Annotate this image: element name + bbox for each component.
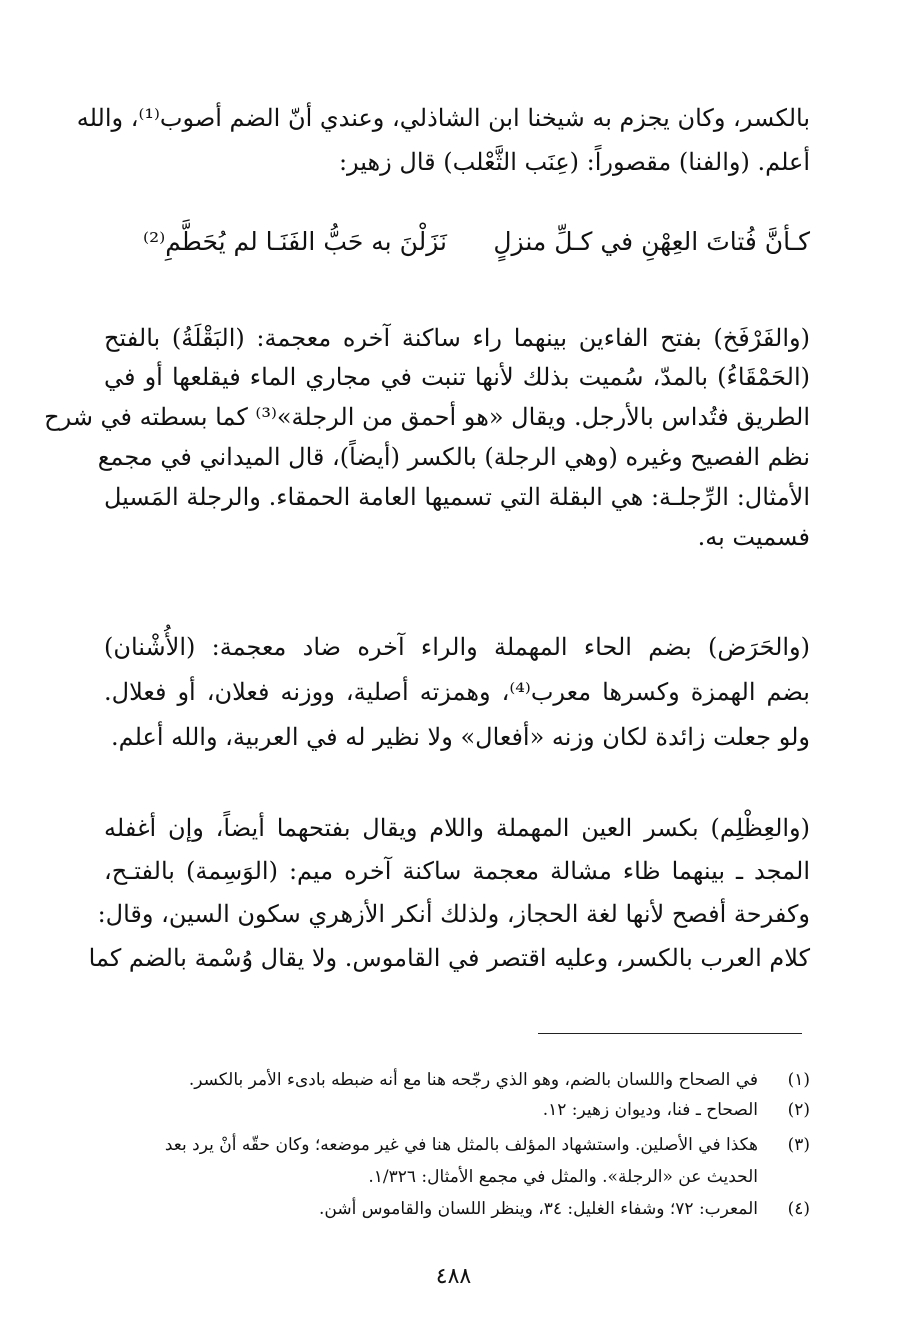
body-line: الطريق فتُداس بالأرجل. ويقال «هو أحمق من الرجلة»⁽³⁾ كما بسطته في شرح [44,403,810,431]
footnote-text: في الصحاح واللسان بالضم، وهو الذي رجّحه هنا مع أنه ضبطه بادىء الأمر بالكسر. [188,1070,758,1090]
body-line: الأمثال: الرِّجلـة: هي البقلة التي تسميها العامة الحمقاء. والرجلة المَسيل [104,483,810,511]
footnote-text: هكذا في الأصلين. واستشهاد المؤلف بالمثل هنا في غير موضعه؛ وكان حقّه أنْ يرد بعد [164,1135,758,1155]
verse-hemistich-second: نَزَلْنَ به حَبُّ الفَنَـا لم يُحَطَّمِ⁽²⁾ [142,227,447,256]
footnote-number: (٣) [787,1135,810,1155]
body-line: (والعِظْلِم) بكسر العين المهملة واللام ويقال بفتحهما أيضاً، وإن أغفله [104,814,811,842]
footnote [104,1096,810,1124]
body-line: وكفرحة أفصح لأنها لغة الحجاز، ولذلك أنكر الأزهري سكون السين، وقال: [97,900,810,928]
body-line: نظم الفصيح وغيره (وهي الرجلة) بالكسر (أيضاً)، قال الميداني في مجمع [97,443,810,471]
body-line: بضم الهمزة وكسرها معرب⁽⁴⁾، وهمزته أصلية، ووزنه فعلان، أو فعلال. [104,678,810,706]
verse-hemistich-first: كـأنَّ فُتاتَ العِهْنِ في كـلِّ منزلٍ [493,227,810,256]
body-line: ولو جعلت زائدة لكان وزنه «أفعال» ولا نظير له في العربية، والله أعلم. [111,723,810,751]
body-line: (والحَرَض) بضم الحاء المهملة والراء آخره ضاد معجمة: (الأُشْنان) [104,633,810,661]
footnote-separator [538,1033,802,1034]
footnote [104,1066,810,1094]
footnote-text: الحديث عن «الرجلة». والمثل في مجمع الأمثال: ١/٣٢٦. [368,1167,758,1187]
footnote [104,1131,810,1159]
footnote-number: (٤) [787,1199,810,1219]
footnote-number: (١) [787,1070,810,1090]
footnote-continuation [104,1163,810,1191]
body-line: (والفَرْفَخ) بفتح الفاءين بينهما راء ساكنة آخره معجمة: (البَقْلَةُ) بالفتح [104,324,810,352]
footnote [104,1195,810,1223]
body-line: فسميت به. [697,523,810,551]
body-line: المجد ـ بينهما ظاء مشالة معجمة ساكنة آخره ميم: (الوَسِمة) بالفتـح، [104,857,810,885]
footnote-text: الصحاح ـ فنا، وديوان زهير: ١٢. [542,1100,758,1120]
body-line: كلام العرب بالكسر، وعليه اقتصر في القاموس. ولا يقال وُسْمة بالضم كما [88,944,810,972]
footnote-text: المعرب: ٧٢؛ وشفاء الغليل: ٣٤، وينظر اللسان والقاموس أشن. [319,1199,758,1219]
page-number: ٤٨٨ [435,1264,472,1289]
body-line: بالكسر، وكان يجزم به شيخنا ابن الشاذلي، وعندي أنّ الضم أصوب⁽¹⁾، والله [76,104,810,132]
body-line: أعلم. (والفنا) مقصوراً: (عِنَب الثَّعْلب) قال زهير: [338,148,810,176]
body-line: (الحَمْقَاءُ) بالمدّ، سُميت بذلك لأنها تنبت في مجاري الماء فيقلعها أو في [104,363,810,391]
footnote-number: (٢) [787,1100,810,1120]
